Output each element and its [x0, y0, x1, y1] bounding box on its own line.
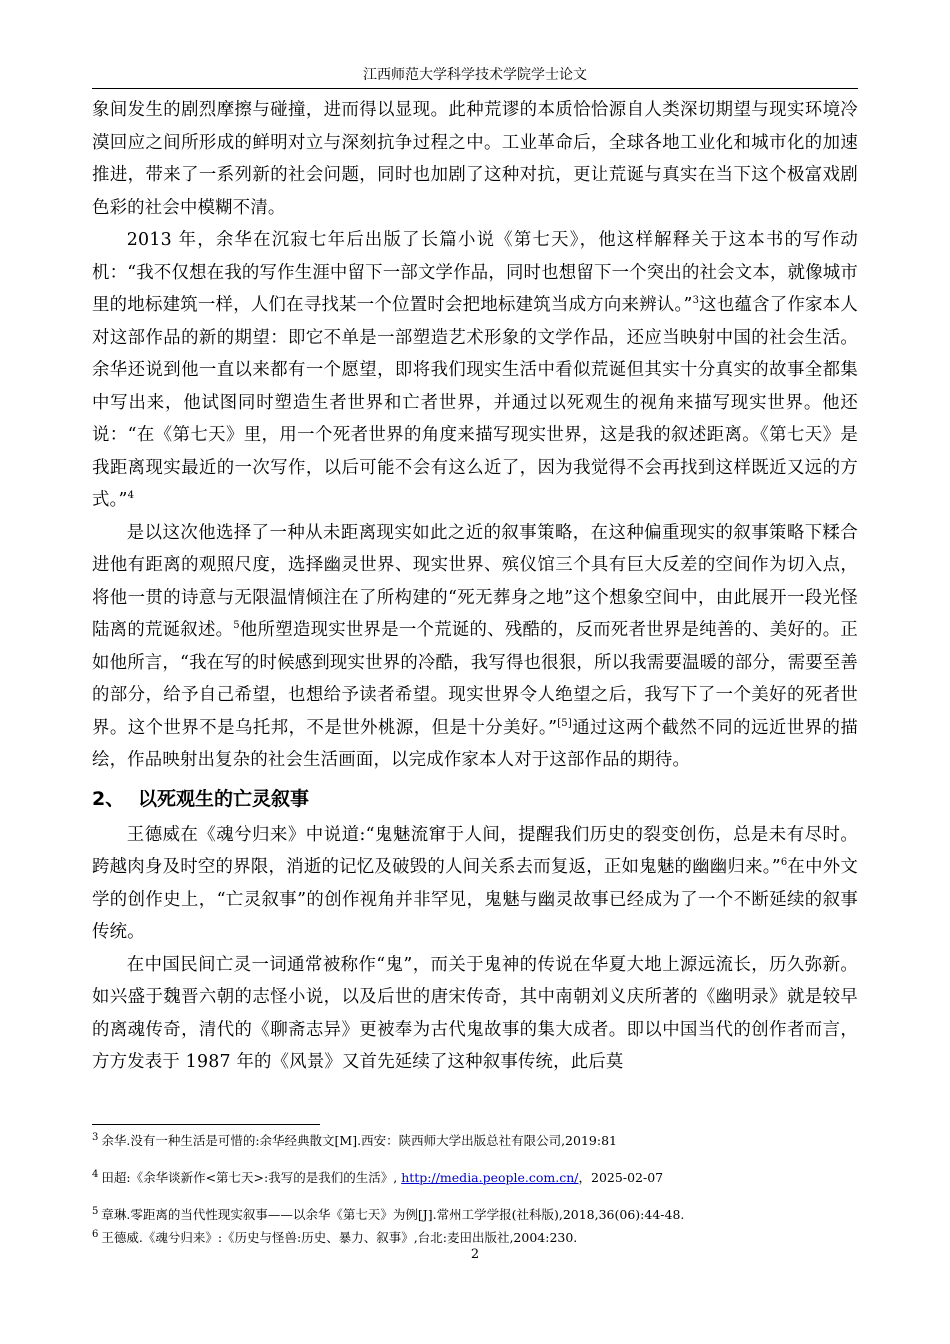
section-title: 以死观生的亡灵叙事 [138, 787, 310, 810]
header-title: 江西师范大学科学技术学院学士论文 [363, 67, 587, 83]
footnotes [92, 1128, 858, 1249]
footnote-ref-5[interactable]: 5 [233, 620, 240, 632]
footnote-ref-4[interactable]: 4 [127, 490, 135, 502]
paragraph-1: 象间发生的剧烈摩擦与碰撞，进而得以显现。此种荒谬的本质恰恰源自人类深切期望与现实环境冷漠回应之间所形成的鲜明对立与深刻抗争过程之中。工业革命后，全球各地工业化和城市化的加速推进，带来了一系列新的社会问题，同时也加剧了这种对抗，更让荒诞与真实在当下这个极富戏剧色彩的社会中模糊不清。 [92, 100, 858, 218]
citation-ref-5[interactable]: [5] [557, 717, 572, 729]
footnote-6: $^6$ 王德威.《魂兮归来》:《历史与怪兽:历史、暴力、叙事》,台北:麦田出版社,2004:230. [92, 1229, 578, 1246]
footnote-ref-3[interactable]: 3 [692, 295, 700, 307]
page-header [92, 64, 858, 89]
body-text [92, 94, 858, 1079]
footnote-3: $^3$ 余华.没有一种生活是可惜的:余华经典散文[M].西安：陕西师大学出版总社有限公司,2019:81 [92, 1132, 617, 1149]
paragraph-2: 2013 年，余华在沉寂七年后出版了长篇小说《第七天》，他这样解释关于这本书的写作动机：“我不仅想在我的写作生涯中留下一部文学作品，同时也想留下一个突出的社会文本，就像城市里的地标建筑一样，人们在寻找某一个位置时会把地标建筑当成方向来辨认。”$^3$这也蕴含了作家本人对这部作品的新的期望：即它不单是一部塑造艺术形象的文学作品，还应当映射中国的社会生活。余华还说到他一直以来都有一个愿望，即将我们现实生活中看似荒诞但其实十分真实的故事全都集中写出来，他试图同时塑造生者世界和亡者世界，并通过以死观生的视角来描写现实世界。他还说：“在《第七天》里，用一个死者世界的角度来描写现实世界，这是我的叙述距离。《第七天》是我距离现实最近的一次写作，以后可能不会有这么近了，因为我觉得不会再找到这样既近又远的方式。”$^4$ [92, 230, 858, 510]
paragraph-3: 是以这次他选择了一种从未距离现实如此之近的叙事策略，在这种偏重现实的叙事策略下糅合进他有距离的观照尺度，选择幽灵世界、现实世界、殡仪馆三个具有巨大反差的空间作为切入点，将他一贯的诗意与无限温情倾注在了所构建的“死无葬身之地”这个想象空间中，由此展开一段光怪陆离的荒诞叙述。$^5$他所塑造现实世界是一个荒诞的、残酷的，反而死者世界是纯善的、美好的。正如他所言，“我在写的时候感到现实世界的冷酷，我写得也很狠，所以我需要温暖的部分，需要至善的部分，给予自己希望，也想给予读者希望。现实世界令人绝望之后，我写下了一个美好的死者世界。这个世界不是乌托邦，不是世外桃源，但是十分美好。”[5]通过这两个截然不同的远近世界的描绘，作品映射出复杂的社会生活画面，以完成作家本人对于这部作品的期待。 [92, 522, 859, 770]
footnote-separator [92, 1124, 320, 1125]
section-number: 2、 [92, 787, 125, 810]
footnote-ref-6[interactable]: 6 [780, 857, 788, 869]
paragraph-5: 在中国民间亡灵一词通常被称作“鬼”，而关于鬼神的传说在华夏大地上源远流长，历久弥新。如兴盛于魏晋六朝的志怪小说，以及后世的唐宋传奇，其中南朝刘义庆所著的《幽明录》就是较早的离魂传奇，清代的《聊斋志异》更被奉为古代鬼故事的集大成者。即以中国当代的创作者而言，方方发表于 1987 年的《风景》又首先延续了这种叙事传统，此后莫 [92, 954, 858, 1072]
footnote-5: $^5$ 章琳.零距离的当代性现实叙事——以余华《第七天》为例[J].常州工学学报(社科版),2018,36(06):44-48. [92, 1206, 685, 1223]
page-number: 2 [470, 1247, 480, 1262]
footnote-4: $^4$ 田超:《余华谈新作<第七天>:我写的是我们的生活》, http://media.people.com.cn/，2025-02-07 [92, 1169, 664, 1186]
paragraph-4: 王德威在《魂兮归来》中说道:“鬼魅流窜于人间，提醒我们历史的裂变创伤，总是未有尽时。跨越肉身及时空的界限，消逝的记忆及破毁的人间关系去而复返，正如鬼魅的幽幽归来。”$^6$在中外文学的创作史上，“亡灵叙事”的创作视角并非罕见，鬼魅与幽灵故事已经成为了一个不断延续的叙事传统。 [92, 824, 858, 942]
footnote-link[interactable]: http://media.people.com.cn/ [401, 1170, 579, 1186]
section-heading [92, 781, 858, 817]
